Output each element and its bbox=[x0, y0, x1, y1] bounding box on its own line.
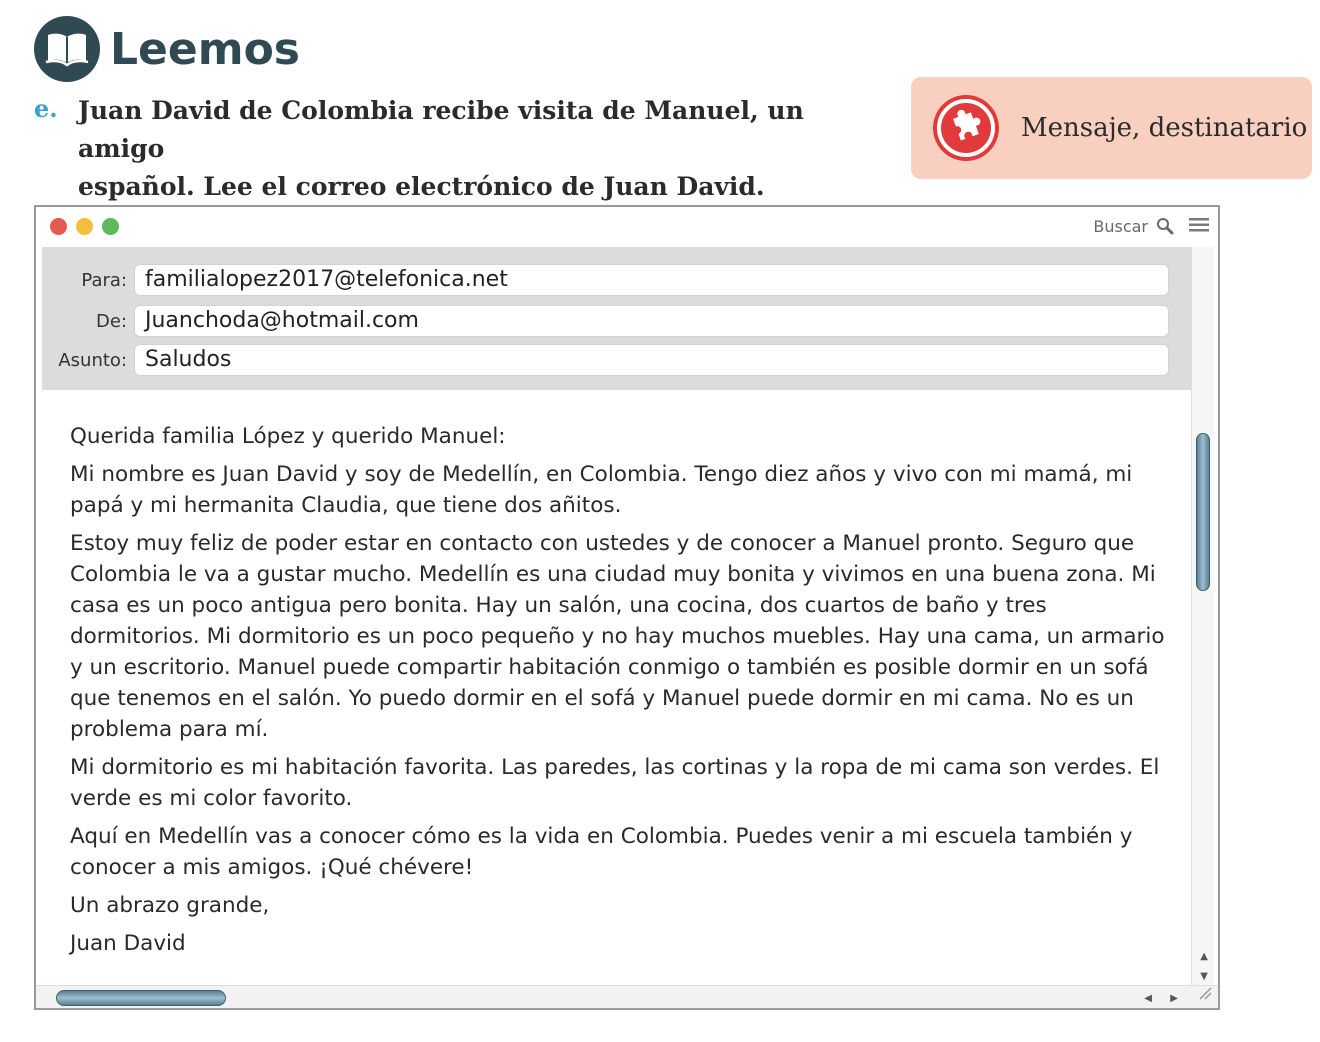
instruction-text bbox=[78, 92, 894, 206]
subject-row bbox=[42, 344, 1197, 378]
instruction-line-2: español. Lee el correo electrónico de Juan David. bbox=[78, 172, 765, 201]
email-window bbox=[34, 205, 1220, 1010]
vertical-scroll-thumb[interactable] bbox=[1196, 433, 1210, 591]
body-paragraph-4: Aquí en Medellín vas a conocer cómo es la vida en Colombia. Puedes venir a mi escuela también y conocer a mis amigos. ¡Qué chévere! bbox=[70, 824, 1133, 880]
hint-box bbox=[911, 77, 1312, 179]
menu-icon[interactable] bbox=[1188, 217, 1210, 237]
message-body[interactable] bbox=[70, 421, 1170, 966]
subject-label: Asunto: bbox=[58, 350, 127, 371]
instruction-letter: e. bbox=[34, 94, 58, 123]
body-greeting: Querida familia López y querido Manuel: bbox=[70, 424, 506, 449]
minimize-window-button[interactable] bbox=[76, 218, 93, 235]
body-closing: Un abrazo grande, bbox=[70, 893, 270, 918]
to-row bbox=[42, 264, 1197, 298]
body-paragraph-1: Mi nombre es Juan David y soy de Medellín, en Colombia. Tengo diez años y vivo con mi mamá, mi papá y mi hermanita Claudia, que tiene dos añitos. bbox=[70, 462, 1133, 518]
scroll-up-arrow-icon[interactable]: ▲ bbox=[1200, 951, 1208, 962]
maximize-window-button[interactable] bbox=[102, 218, 119, 235]
scroll-right-arrow-icon[interactable]: ▶ bbox=[1170, 993, 1178, 1004]
search-label[interactable]: Buscar bbox=[1093, 217, 1148, 236]
from-row bbox=[42, 305, 1197, 339]
close-window-button[interactable] bbox=[50, 218, 67, 235]
scroll-down-arrow-icon[interactable]: ▼ bbox=[1200, 971, 1208, 982]
body-signature: Juan David bbox=[70, 931, 186, 956]
body-paragraph-3: Mi dormitorio es mi habitación favorita. Las paredes, las cortinas y la ropa de mi cama son verdes. El verde es mi color favorito. bbox=[70, 755, 1160, 811]
horizontal-scroll-thumb[interactable] bbox=[56, 990, 226, 1006]
message-header-panel bbox=[42, 247, 1197, 390]
vertical-scrollbar[interactable] bbox=[1191, 247, 1214, 987]
resize-grip-icon[interactable] bbox=[1198, 985, 1212, 1004]
to-field[interactable]: familialopez2017@telefonica.net bbox=[134, 264, 1169, 296]
open-book-icon bbox=[34, 16, 100, 82]
from-field[interactable]: Juanchoda@hotmail.com bbox=[134, 305, 1169, 337]
hint-text: Mensaje, destinatario bbox=[1021, 113, 1308, 143]
subject-field[interactable]: Saludos bbox=[134, 344, 1169, 376]
instruction bbox=[34, 92, 894, 206]
window-titlebar bbox=[36, 207, 1218, 247]
from-label: De: bbox=[96, 311, 127, 332]
instruction-line-1: Juan David de Colombia recibe visita de Manuel, un amigo bbox=[78, 96, 804, 163]
section-title: Leemos bbox=[110, 23, 300, 75]
body-paragraph-2: Estoy muy feliz de poder estar en contacto con ustedes y de conocer a Manuel pronto. Seguro que Colombia le va a gustar mucho. Medellín es una ciudad muy bonita y vivimos en una buena zona. Mi casa es un poco antigua pero bonita. Hay un salón, una cocina, dos cuartos de baño y tres dormitorios. Mi dormitorio es un poco pequeño y no hay muchos muebles. Hay una cama, un armario y un escritorio. Manuel puede compartir habitación conmigo o también es posible dormir en un sofá que tenemos en el salón. Yo puedo dormir en el sofá y Manuel puede dormir en mi cama. No es un problema para mí. bbox=[70, 531, 1165, 742]
search-icon[interactable] bbox=[1156, 217, 1174, 239]
puzzle-piece-icon bbox=[933, 95, 999, 161]
scroll-left-arrow-icon[interactable]: ◀ bbox=[1144, 993, 1152, 1004]
section-header bbox=[34, 16, 300, 82]
to-label: Para: bbox=[81, 270, 127, 291]
